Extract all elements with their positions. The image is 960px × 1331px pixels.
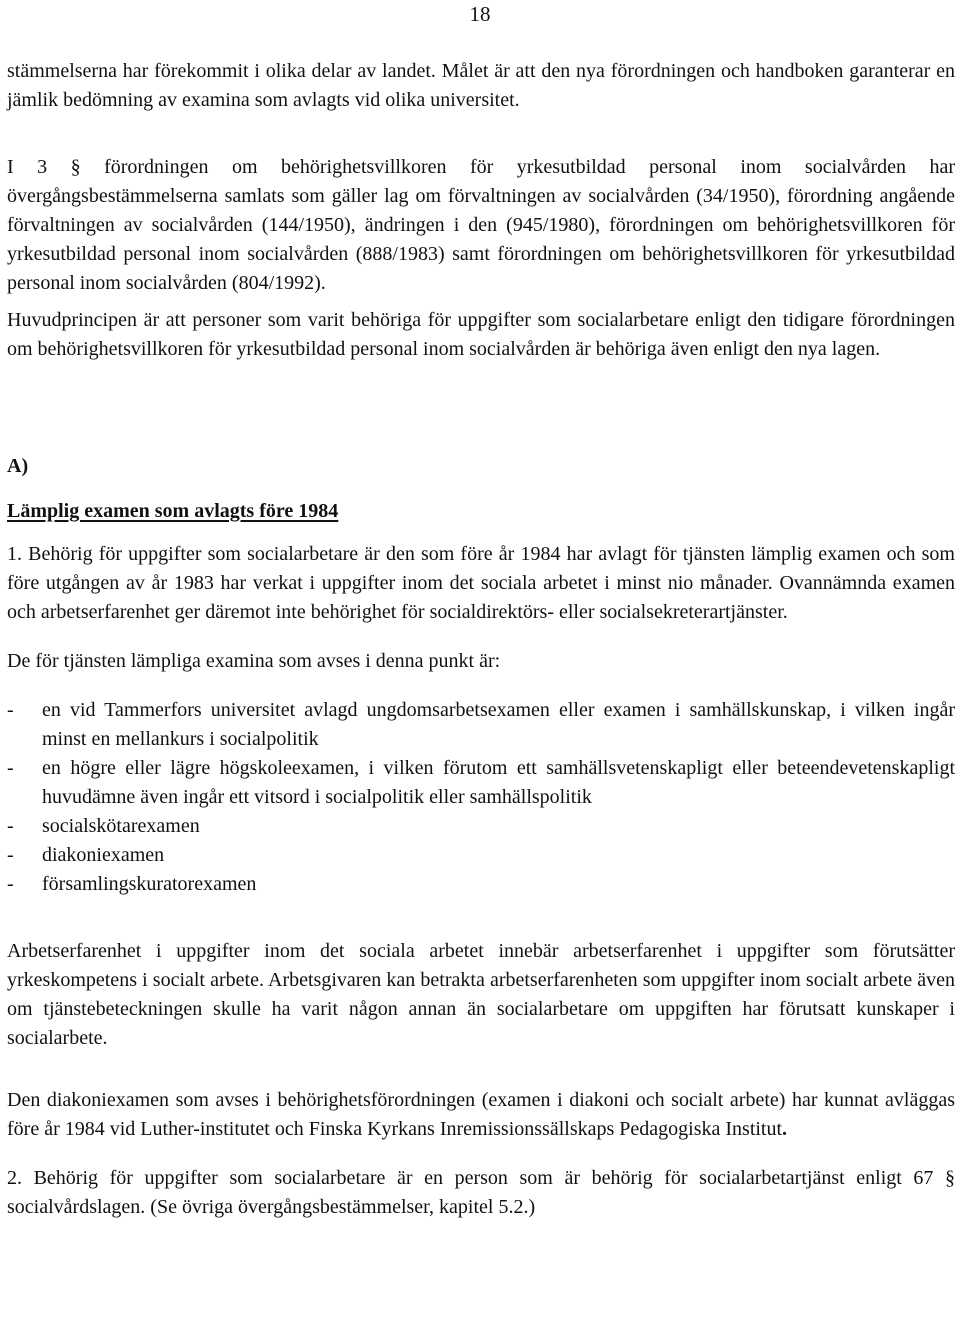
list-item: - en högre eller lägre högskoleexamen, i vilken förutom ett samhällsvetenskapligt eller beteendevetenskapligt huvudämne även ingår ett vitsord i socialpolitik eller samhällspolitik <box>7 757 955 808</box>
paragraph-point-1: 1. Behörig för uppgifter som socialarbetare är den som före år 1984 har avlagt för tjänsten lämplig examen och som före utgången av år 1983 har verkat i uppgifter inom det sociala arbetet i minst nio månader. Ovannämnda examen och arbetserfarenhet ger däremot inte behörighet för socialdirektörs- eller socialsekreterartjänster. <box>7 543 955 623</box>
paragraph-transitional-provisions: I 3 § förordningen om behörighetsvillkoren för yrkesutbildad personal inom socialvården har övergångsbestämmelserna samlats som gäller lag om förvaltningen av socialvården (34/1950), förordning angående förvaltningen av socialvården (144/1950), ändringen i den (945/1980), förordningen om behörighetsvillkoren för yrkesutbildad personal inom socialvården (888/1983) samt förordningen om behörighetsvillkoren för yrkesutbildad personal inom socialvården (804/1992). <box>7 156 955 294</box>
list-item: - socialskötarexamen <box>7 815 200 837</box>
spacer <box>7 402 955 452</box>
list-item: - församlingskuratorexamen <box>7 873 257 895</box>
paragraph-diakoni: Den diakoniexamen som avses i behörighetsförordningen (examen i diakoni och socialt arbete) har kunnat avläggas före år 1984 vid Luther-institutet och Finska Kyrkans Inremissionssällskaps Pedagogiska Institut. <box>7 1089 955 1140</box>
paragraph-point-2: 2. Behörig för uppgifter som socialarbetare är en person som är behörig för socialarbetartjänst enligt 67 § socialvårdslagen. (Se övriga övergångsbestämmelser, kapitel 5.2.) <box>7 1167 955 1218</box>
paragraph-main-principle: Huvudprincipen är att personer som varit behöriga för uppgifter som socialarbetare enligt den tidigare förordningen om behörighetsvillkoren för yrkesutbildad personal inom socialvården är behöriga även enligt den nya lagen. <box>7 309 955 360</box>
paragraph-work-experience: Arbetserfarenhet i uppgifter inom det sociala arbetet innebär arbetserfarenhet i uppgifter som förutsätter yrkeskompetens i socialt arbete. Arbetsgivaren kan betrakta arbetserfarenheten som uppgifter inom socialt arbete även om tjänstebeteckningen skulle ha varit någon annan än socialarbetare om uppgiften har förutsatt kunskaper i socialarbete. <box>7 940 955 1049</box>
list-intro: De för tjänsten lämpliga examina som avses i denna punkt är: <box>7 650 501 672</box>
paragraph-intro-continuation: stämmelserna har förekommit i olika delar av landet. Målet är att den nya förordningen och handboken garanterar en jämlik bedömning av examina som avlagts vid olika universitet. <box>7 60 955 111</box>
section-letter: A) <box>7 455 29 477</box>
spacer <box>7 526 955 540</box>
list-item: - diakoniexamen <box>7 844 165 866</box>
document-body <box>7 57 955 1222</box>
spacer <box>7 481 955 497</box>
page-number: 18 <box>469 2 491 26</box>
section-title: Lämplig examen som avlagts före 1984 <box>7 500 339 522</box>
degree-list <box>7 696 955 899</box>
list-item: - en vid Tammerfors universitet avlagd ungdomsarbetsexamen eller examen i samhällskunskap, i vilken ingår minst en mellankurs i socialpolitik <box>7 699 955 750</box>
